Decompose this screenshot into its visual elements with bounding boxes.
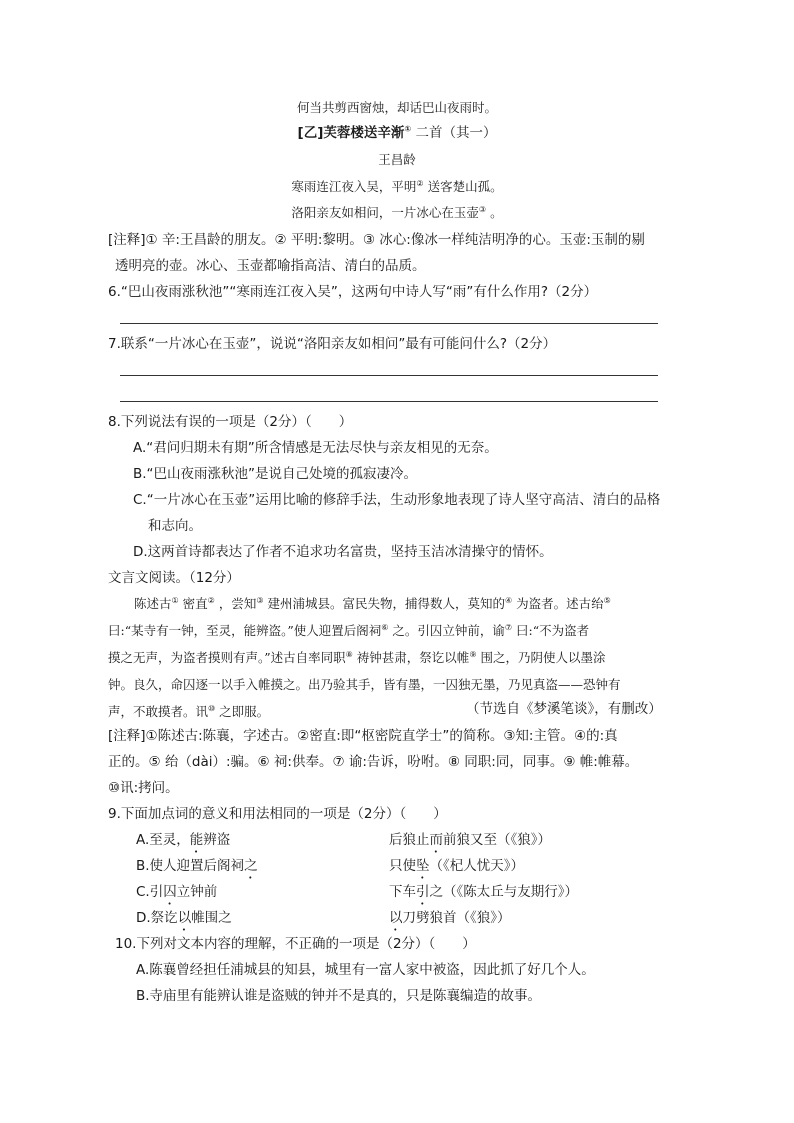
option-text: 前狼又至（《狼》） — [443, 832, 551, 848]
option-text: 后狼止 — [389, 832, 430, 848]
poem-jia-last-line: 何当共剪西窗烛，却话巴山夜雨时。 — [296, 100, 497, 115]
passage-line-3 — [108, 649, 605, 667]
poem-notes-line2: 透明亮的壶。冰心、玉壶都喻指高洁、清白的品质。 — [115, 258, 426, 274]
note-marker: ⑤ — [603, 595, 611, 605]
question-9-option-a-right — [389, 831, 551, 856]
question-9-option-a-left — [136, 831, 230, 856]
passage-line-5 — [108, 703, 269, 721]
option-text: 立钟前 — [176, 884, 218, 900]
question-9-option-d-right — [389, 909, 511, 934]
passage-source: （节选自《梦溪笔谈》，有删改） — [466, 701, 662, 717]
note-marker: ① — [171, 595, 179, 605]
passage-text: 为盗者。述古绐 — [512, 596, 604, 611]
question-10-option-a: A.陈襄曾经担任浦城县的知县，城里有一富人家中被盗，因此抓了好几个人。 — [136, 962, 595, 978]
poem-yi-line1-b: 送客楚山孤。 — [423, 179, 503, 194]
answer-line-q7-1[interactable] — [120, 375, 658, 376]
passage-text: 声，不敢摸者。讯 — [108, 704, 209, 719]
passage-text: 祷钟甚肃，祭讫以帷 — [352, 650, 470, 665]
answer-line-q6[interactable] — [120, 323, 658, 324]
passage-line-4: 钟。良久，命囚逐一以手入帷摸之。出乃验其手，皆有墨，一囚独无墨，乃见真盗——恐钟有 — [108, 677, 621, 692]
poem-yi-title-suffix: 二首（其一） — [411, 125, 497, 141]
question-9-option-b-right — [389, 857, 524, 882]
option-text: A.至灵， — [136, 832, 190, 848]
dotted-word: 之 — [244, 858, 258, 874]
dotted-word: 囚 — [163, 884, 177, 900]
note-marker: ⑧ — [345, 649, 353, 659]
passage-text: 密直 — [178, 596, 208, 611]
option-text: 只使 — [389, 858, 416, 874]
poem-yi-title — [0, 124, 794, 142]
passage-text: 建州浦城县。富民失物，捕得数人，莫知的 — [263, 596, 505, 611]
question-8-option-c: C.“一片冰心在玉壶”运用比喻的修辞手法，生动形象地表现了诗人坚守高洁、清白的品格 — [133, 492, 661, 508]
poem-yi-line1 — [0, 178, 794, 196]
note-marker: ⑩ — [208, 703, 216, 713]
section-classical-title: 文言文阅读。（12分） — [108, 570, 240, 586]
question-8-stem: 8.下列说法有误的一项是（2分）（ ） — [108, 414, 353, 430]
note-marker: ⑥ — [381, 622, 389, 632]
passage-text: 陈述古 — [134, 596, 172, 611]
option-text: 之（《陈太丘与友期行》） — [429, 884, 578, 900]
dotted-word: 能 — [189, 832, 204, 848]
question-6: 6.“巴山夜雨涨秋池”“寒雨连江夜入吴”，这两句中诗人写“雨”有什么作用?（2分） — [108, 284, 598, 300]
answer-line-q7-2[interactable] — [120, 401, 658, 402]
passage-text: 曰:“某寺有一钟，至灵，能辨盗。”使人迎置后阁祠 — [108, 623, 382, 638]
poem-yi-title-note: ① — [404, 124, 412, 134]
passage-line-2 — [108, 622, 589, 640]
passage-notes-line1: [注释]①陈述古:陈襄，字述古。②密直:即“枢密院直学士”的简称。③知:主管。④的:真 — [108, 728, 618, 744]
question-9-option-c-right — [389, 883, 578, 908]
question-8-option-b: B.“巴山夜雨涨秋池”是说自己处境的孤寂凄冷。 — [133, 466, 418, 482]
poem-yi-line2-b: 。 — [486, 205, 503, 220]
dotted-word: 引 — [416, 884, 430, 900]
dotted-word: 坠 — [416, 858, 430, 874]
note-marker: ⑦ — [504, 622, 513, 632]
passage-text: 之即服。 — [215, 704, 270, 719]
passage-text: 曰:“不为盗者 — [512, 623, 590, 638]
question-9-stem: 9.下面加点词的意义和用法相同的一项是（2分）（ ） — [108, 806, 447, 822]
note-marker: ⑨ — [469, 649, 477, 659]
option-text: C.引 — [136, 884, 164, 900]
dotted-word: 以 — [389, 910, 403, 926]
question-8-option-a: A.“君问归期未有期”所含情感是无法尽快与亲友相见的无奈。 — [133, 440, 498, 456]
option-text: 辨盗 — [203, 832, 231, 848]
poem-yi-line2-a: 洛阳亲友如相问，一片冰心在玉壶 — [291, 205, 479, 220]
note-marker: ③ — [256, 595, 264, 605]
option-text: 帷围之 — [191, 910, 232, 926]
passage-text: 之。引囚立钟前，谕 — [388, 623, 505, 638]
poem-yi-author: 王昌龄 — [378, 152, 416, 167]
option-text: B.使人迎置后阁祠 — [136, 858, 245, 874]
option-text: 刀劈狼首（《狼》） — [402, 910, 511, 926]
passage-text: 围之，乃阴使人以墨涂 — [476, 650, 606, 665]
question-8-option-c-cont: 和志向。 — [148, 518, 202, 534]
note-marker: ② — [207, 595, 215, 605]
passage-text: ，尝知 — [214, 596, 257, 611]
poem-yi-line1-a: 寒雨连江夜入吴，平明 — [291, 179, 417, 194]
poem-yi-line2 — [0, 204, 794, 222]
passage-text: 摸之无声，为盗者摸则有声。”述古自率同职 — [108, 650, 346, 665]
poem-yi-line2-note: ③ — [478, 204, 487, 214]
question-9-option-d-left — [136, 909, 232, 934]
poem-notes-line1: [注释]① 辛:王昌龄的朋友。② 平明:黎明。③ 冰心:像冰一样纯洁明净的心。玉壶:玉制的剔 — [108, 232, 645, 248]
question-9-option-c-left — [136, 883, 217, 908]
dotted-word: 以 — [177, 910, 192, 926]
question-8-option-d: D.这两首诗都表达了作者不追求功名富贵，坚持玉洁冰清操守的情怀。 — [133, 544, 553, 560]
option-text: 下车 — [389, 884, 416, 900]
note-marker: ④ — [504, 595, 513, 605]
poem-yi-title-prefix: [乙] — [297, 125, 324, 141]
question-7: 7.联系“一片冰心在玉壶”，说说“洛阳亲友如相问”最有可能问什么?（2分） — [108, 336, 557, 352]
poem-yi-line1-note: ② — [416, 178, 424, 188]
passage-line-1 — [134, 595, 611, 613]
question-9-option-b-left — [136, 857, 258, 882]
question-10-option-b: B.寺庙里有能辨认谁是盗贼的钟并不是真的，只是陈襄编造的故事。 — [136, 988, 542, 1004]
dotted-word: 而 — [429, 832, 443, 848]
option-text: D.祭讫 — [136, 910, 178, 926]
question-10-stem: 10.下列对文本内容的理解，不正确的一项是（2分）（ ） — [115, 936, 476, 952]
option-text: （《杞人忧天》） — [429, 858, 524, 874]
passage-notes-line3: ⑩讯:拷问。 — [108, 780, 179, 796]
poem-yi-title-main: 芙蓉楼送辛渐 — [323, 125, 405, 141]
passage-notes-line2: 正的。⑤ 绐（dài）:骗。⑥ 祠:供奉。⑦ 谕:告诉，吩咐。⑧ 同职:同，同事。⑨ 帷:帷幕。 — [108, 754, 639, 770]
